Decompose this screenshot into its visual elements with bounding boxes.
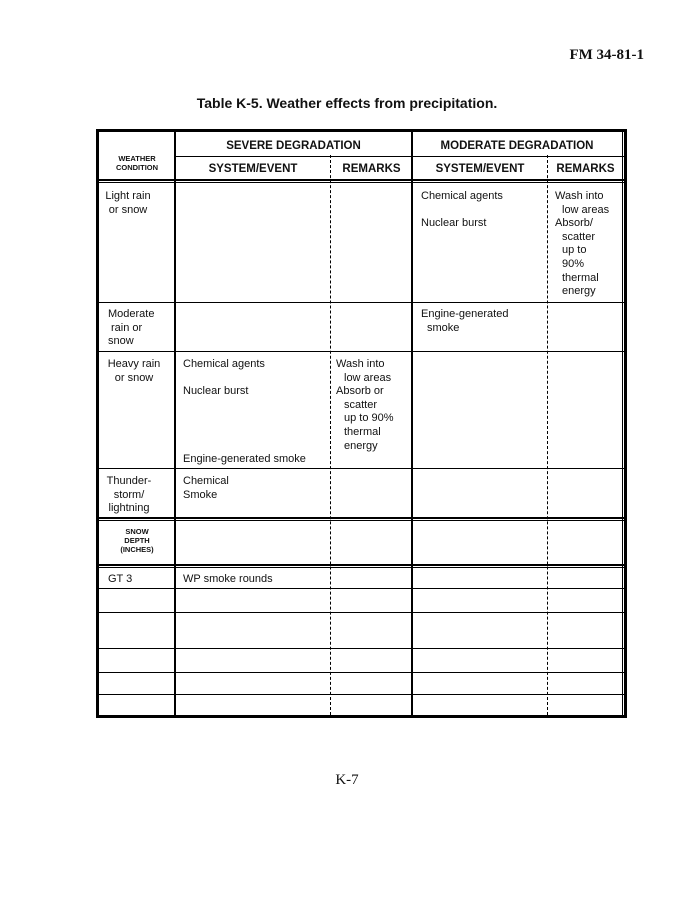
row-divider — [99, 648, 624, 649]
moderate-remarks-cell: Wash into low areas Absorb/ scatter up to 90% thermal energy — [555, 190, 610, 298]
severe-remarks-header: REMARKS — [342, 163, 401, 175]
moderate-system-cell: Engine-generated smoke — [421, 308, 509, 334]
weather-effects-table — [96, 129, 627, 718]
condition-cell: Thunder- storm/ lightning — [106, 475, 152, 515]
row-divider — [99, 588, 624, 589]
severe-system-cell: Chemical agents Nuclear burst Engine-generated smoke — [183, 358, 306, 466]
condition-cell: Light rain or snow — [105, 190, 151, 216]
severe-remarks-cell: Wash into low areas Absorb or scatter up to 90% thermal energy — [336, 358, 394, 452]
weather-condition-header: WEATHER CONDITION — [115, 154, 159, 172]
snow-condition-cell: GT 3 — [108, 573, 133, 585]
moderate-remarks-header: REMARKS — [556, 163, 615, 175]
snow-depth-header: SNOW DEPTH (INCHES) — [120, 527, 154, 554]
row-divider — [99, 567, 624, 568]
row-divider — [99, 564, 624, 566]
col-divider — [622, 132, 623, 715]
col-divider — [174, 132, 176, 715]
col-divider — [411, 132, 413, 715]
table-title: Table K-5. Weather effects from precipitation. — [196, 95, 498, 111]
snow-severe-system-cell: WP smoke rounds — [183, 573, 273, 585]
moderate-degradation-header: MODERATE DEGRADATION — [440, 140, 594, 152]
col-divider-dashed — [547, 155, 548, 715]
row-divider — [99, 302, 624, 303]
condition-cell: Heavy rain or snow — [107, 358, 161, 384]
severe-system-event-header: SYSTEM/EVENT — [208, 163, 298, 175]
row-divider — [99, 520, 624, 521]
row-divider — [175, 156, 624, 157]
row-divider — [99, 612, 624, 613]
row-divider — [99, 182, 624, 183]
page-number: K-7 — [335, 772, 359, 788]
row-divider — [99, 179, 624, 181]
moderate-system-event-header: SYSTEM/EVENT — [435, 163, 525, 175]
row-divider — [99, 351, 624, 352]
row-divider — [99, 672, 624, 673]
severe-system-cell: Chemical Smoke — [183, 475, 229, 501]
condition-cell: Moderate rain or snow — [108, 308, 155, 348]
col-divider-dashed — [330, 155, 331, 715]
row-divider — [99, 517, 624, 519]
page-header-code: FM 34-81-1 — [569, 47, 644, 63]
row-divider — [99, 468, 624, 469]
severe-degradation-header: SEVERE DEGRADATION — [226, 140, 361, 152]
moderate-system-cell: Chemical agents Nuclear burst — [421, 190, 503, 230]
row-divider — [99, 694, 624, 695]
